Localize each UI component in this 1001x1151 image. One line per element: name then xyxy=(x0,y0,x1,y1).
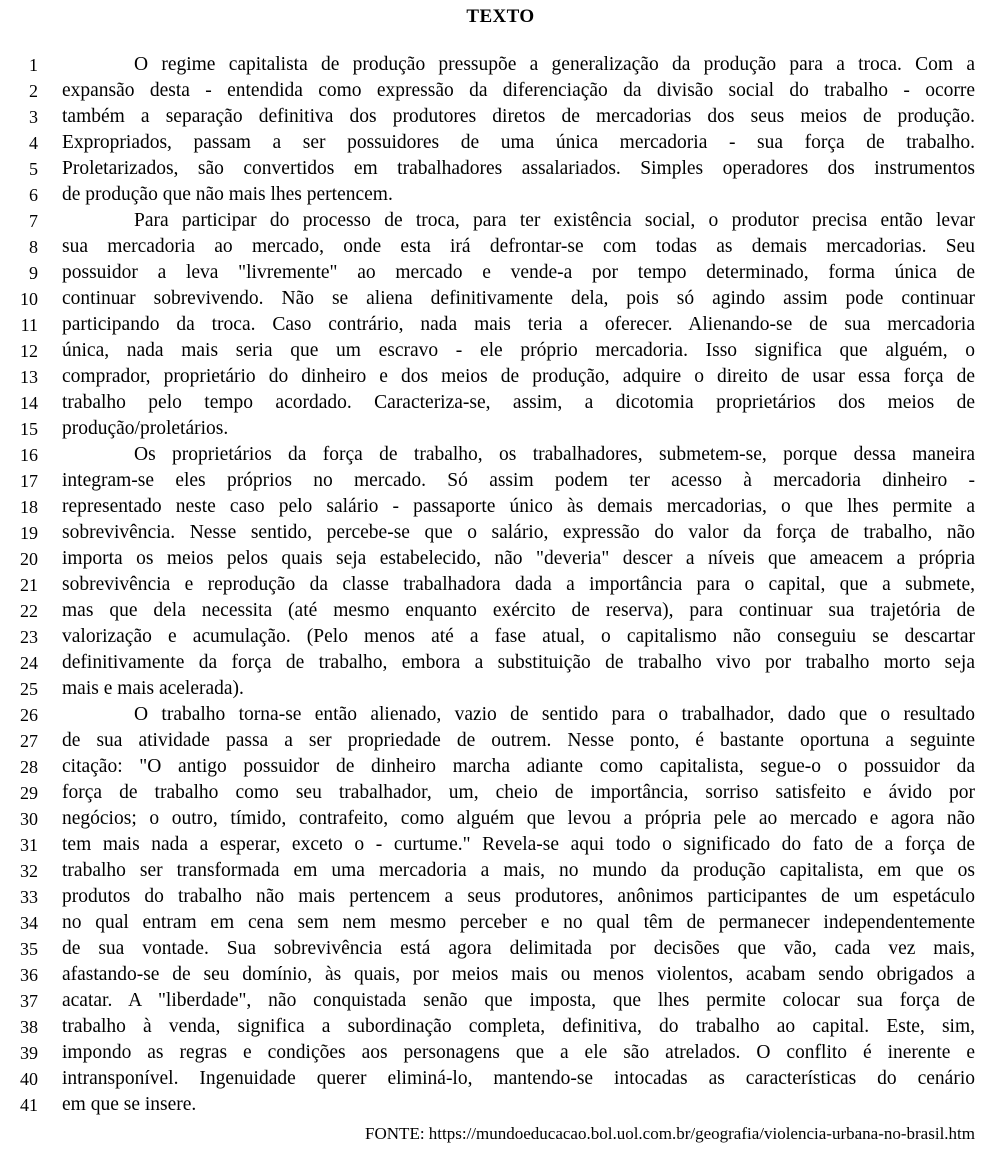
line-number: 6 xyxy=(29,185,38,205)
line-content: expansão desta - entendida como expressão da diferenciação da divisão social do trabalho - ocorre xyxy=(62,80,975,101)
line-number: 39 xyxy=(20,1043,38,1063)
line-content: comprador, proprietário do dinheiro e dos meios de produção, adquire o direito de usar essa força de xyxy=(62,366,975,387)
line-number: 5 xyxy=(29,159,38,179)
line-number: 35 xyxy=(20,939,38,959)
line-content: mais e mais acelerada). xyxy=(62,678,244,699)
text-line xyxy=(0,390,1001,416)
text-line xyxy=(0,52,1001,78)
text-line xyxy=(0,858,1001,884)
text-line xyxy=(0,962,1001,988)
text-line xyxy=(0,1066,1001,1092)
text-line xyxy=(0,234,1001,260)
text-line xyxy=(0,702,1001,728)
line-content: impondo as regras e condições aos personagens que a ele são atrelados. O conflito é inerente e xyxy=(62,1042,975,1063)
text-line xyxy=(0,1040,1001,1066)
line-content: acatar. A "liberdade", não conquistada senão que imposta, que lhes permite colocar sua força de xyxy=(62,990,975,1011)
line-content: também a separação definitiva dos produtores diretos de mercadorias dos seus meios de produção. xyxy=(62,106,975,127)
line-content: sua mercadoria ao mercado, onde esta irá defrontar-se com todas as demais mercadorias. Seu xyxy=(62,236,975,257)
line-number: 10 xyxy=(20,289,38,309)
line-number: 33 xyxy=(20,887,38,907)
line-number: 38 xyxy=(20,1017,38,1037)
line-number: 3 xyxy=(29,107,38,127)
line-number: 11 xyxy=(20,315,38,335)
text-line xyxy=(0,910,1001,936)
text-line xyxy=(0,650,1001,676)
line-number: 21 xyxy=(20,575,38,595)
text-line xyxy=(0,936,1001,962)
line-number: 32 xyxy=(20,861,38,881)
text-line xyxy=(0,260,1001,286)
line-number: 31 xyxy=(20,835,38,855)
line-content: negócios; o outro, tímido, contrafeito, como alguém que levou a própria pele ao mercado e agora não xyxy=(62,808,975,829)
line-content: em que se insere. xyxy=(62,1094,197,1115)
line-number: 30 xyxy=(20,809,38,829)
text-line xyxy=(0,468,1001,494)
line-content: Proletarizados, são convertidos em trabalhadores assalariados. Simples operadores dos instrumentos xyxy=(62,158,975,179)
line-number: 18 xyxy=(20,497,38,517)
line-number: 36 xyxy=(20,965,38,985)
text-line xyxy=(0,780,1001,806)
text-line xyxy=(0,1092,1001,1118)
page-title: TEXTO xyxy=(466,6,535,27)
line-content: participando da troca. Caso contrário, nada mais teria a oferecer. Alienando-se de sua mercadoria xyxy=(62,314,975,335)
line-number: 28 xyxy=(20,757,38,777)
line-number: 13 xyxy=(20,367,38,387)
line-content: importa os meios pelos quais seja estabelecido, não "deveria" descer a níveis que ameacem a própria xyxy=(62,548,975,569)
text-line xyxy=(0,182,1001,208)
line-number: 7 xyxy=(29,211,38,231)
line-content: força de trabalho como seu trabalhador, um, cheio de importância, sorriso satisfeito e ávido por xyxy=(62,782,975,803)
line-number: 19 xyxy=(20,523,38,543)
line-number: 27 xyxy=(20,731,38,751)
line-content: valorização e acumulação. (Pelo menos até a fase atual, o capitalismo não conseguiu se descartar xyxy=(62,626,975,647)
line-content: Para participar do processo de troca, para ter existência social, o produtor precisa então levar xyxy=(134,210,975,231)
text-line xyxy=(0,364,1001,390)
text-line xyxy=(0,312,1001,338)
text-line xyxy=(0,520,1001,546)
text-line xyxy=(0,832,1001,858)
text-line xyxy=(0,884,1001,910)
line-number: 17 xyxy=(20,471,38,491)
line-number: 24 xyxy=(20,653,38,673)
text-line xyxy=(0,208,1001,234)
text-line xyxy=(0,572,1001,598)
text-line xyxy=(0,286,1001,312)
text-line xyxy=(0,416,1001,442)
numbered-text-body xyxy=(0,52,1001,1118)
text-line xyxy=(0,494,1001,520)
text-line xyxy=(0,624,1001,650)
text-line xyxy=(0,546,1001,572)
text-line xyxy=(0,1014,1001,1040)
text-line xyxy=(0,130,1001,156)
text-line xyxy=(0,988,1001,1014)
line-content: continuar sobrevivendo. Não se aliena definitivamente dela, pois só agindo assim pode continuar xyxy=(62,288,975,309)
line-number: 16 xyxy=(20,445,38,465)
line-number: 37 xyxy=(20,991,38,1011)
line-content: citação: "O antigo possuidor de dinheiro marcha adiante como capitalista, segue-o o possuidor da xyxy=(62,756,975,777)
line-number: 26 xyxy=(20,705,38,725)
line-content: mas que dela necessita (até mesmo enquanto exército de reserva), para continuar sua trajetória de xyxy=(62,600,975,621)
line-content: sobrevivência e reprodução da classe trabalhadora dada a importância para o capital, que a submete, xyxy=(62,574,975,595)
line-content: O regime capitalista de produção pressupõe a generalização da produção para a troca. Com a xyxy=(134,54,975,75)
text-line xyxy=(0,806,1001,832)
line-number: 12 xyxy=(20,341,38,361)
line-content: produção/proletários. xyxy=(62,418,229,439)
line-number: 22 xyxy=(20,601,38,621)
line-content: definitivamente da força de trabalho, embora a substituição de trabalho vivo por trabalho morto seja xyxy=(62,652,975,673)
line-number: 20 xyxy=(20,549,38,569)
line-content: Expropriados, passam a ser possuidores de uma única mercadoria - sua força de trabalho. xyxy=(62,132,975,153)
text-line xyxy=(0,676,1001,702)
text-line xyxy=(0,338,1001,364)
line-content: produtos do trabalho não mais pertencem a seus produtores, anônimos participantes de um espetáculo xyxy=(62,886,975,907)
line-content: de sua atividade passa a ser propriedade de outrem. Nesse ponto, é bastante oportuna a seguinte xyxy=(62,730,975,751)
text-line xyxy=(0,754,1001,780)
source-citation: FONTE: https://mundoeducacao.bol.uol.com.br/geografia/violencia-urbana-no-brasil.htm xyxy=(365,1124,975,1143)
line-content: afastando-se de seu domínio, às quais, por meios mais ou menos violentos, acabam sendo obrigados a xyxy=(62,964,975,985)
line-content: de sua vontade. Sua sobrevivência está agora delimitada por decisões que vão, cada vez mais, xyxy=(62,938,975,959)
line-content: possuidor a leva "livremente" ao mercado e vende-a por tempo determinado, forma única de xyxy=(62,262,975,283)
line-number: 25 xyxy=(20,679,38,699)
line-number: 1 xyxy=(29,55,38,75)
line-content: Os proprietários da força de trabalho, os trabalhadores, submetem-se, porque dessa maneira xyxy=(134,444,975,465)
text-line xyxy=(0,104,1001,130)
line-number: 2 xyxy=(29,81,38,101)
line-content: no qual entram em cena sem nem mesmo perceber e no qual têm de permanecer independentemente xyxy=(62,912,975,933)
line-content: trabalho à venda, significa a subordinação completa, definitiva, do trabalho ao capital. Este, sim, xyxy=(62,1016,975,1037)
line-content: trabalho ser transformada em uma mercadoria a mais, no mundo da produção capitalista, em que os xyxy=(62,860,975,881)
text-line xyxy=(0,728,1001,754)
line-number: 23 xyxy=(20,627,38,647)
line-content: trabalho pelo tempo acordado. Caracteriza-se, assim, a dicotomia proprietários dos meios de xyxy=(62,392,975,413)
line-number: 29 xyxy=(20,783,38,803)
text-line xyxy=(0,156,1001,182)
line-number: 14 xyxy=(20,393,38,413)
line-content: de produção que não mais lhes pertencem. xyxy=(62,184,393,205)
line-content: intransponível. Ingenuidade querer eliminá-lo, mantendo-se intocadas as características do cenário xyxy=(62,1068,975,1089)
text-line xyxy=(0,598,1001,624)
line-content: sobrevivência. Nesse sentido, percebe-se que o salário, expressão do valor da força de trabalho, não xyxy=(62,522,975,543)
line-number: 34 xyxy=(20,913,38,933)
text-line xyxy=(0,442,1001,468)
line-content: única, nada mais seria que um escravo - ele próprio mercadoria. Isso significa que alguém, o xyxy=(62,340,975,361)
line-content: integram-se eles próprios no mercado. Só assim podem ter acesso à mercadoria dinheiro - xyxy=(62,470,975,491)
line-number: 41 xyxy=(20,1095,38,1115)
line-content: O trabalho torna-se então alienado, vazio de sentido para o trabalhador, dado que o resultado xyxy=(134,704,975,725)
line-number: 40 xyxy=(20,1069,38,1089)
line-content: representado neste caso pelo salário - passaporte único às demais mercadorias, o que lhes permite a xyxy=(62,496,975,517)
line-content: tem mais nada a esperar, exceto o - curtume." Revela-se aqui todo o significado do fato de a força de xyxy=(62,834,975,855)
line-number: 15 xyxy=(20,419,38,439)
text-line xyxy=(0,78,1001,104)
line-number: 4 xyxy=(29,133,38,153)
line-number: 9 xyxy=(29,263,38,283)
line-number: 8 xyxy=(29,237,38,257)
